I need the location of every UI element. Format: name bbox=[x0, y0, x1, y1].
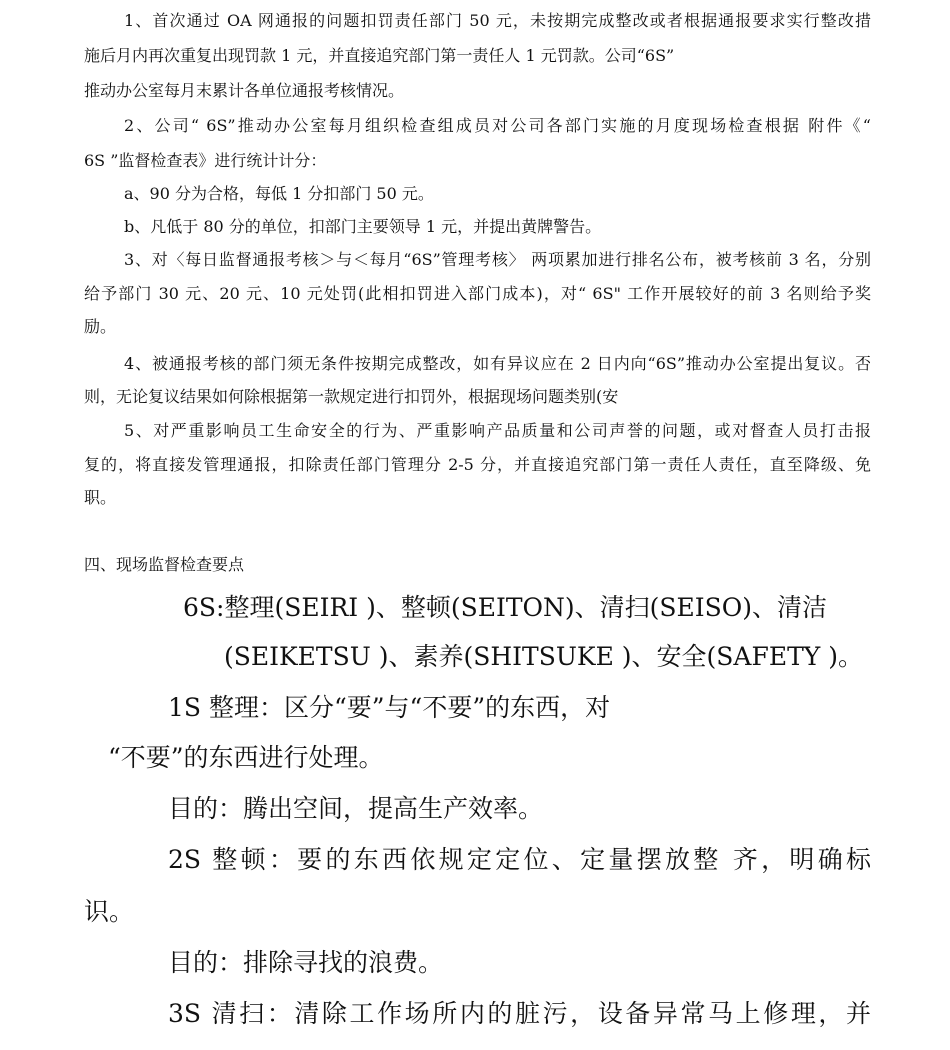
rule-2-item-b: b、凡低于 80 分的单位，扣部门主要领导 1 元，并提出黄牌警告。 bbox=[124, 217, 602, 236]
six-s-definition-line-2: (SEIKETSU )、素养(SHITSUKE )、安全(SAFETY )。 bbox=[224, 642, 863, 671]
rule-3-line-2: 给予部门 30 元、20 元、10 元处罚(此相扣罚进入部门成本)，对“ 6S" 工作开展较好的前 3 名则给予奖 bbox=[84, 284, 871, 303]
rule-4-line-1: 4、被通报考核的部门须无条件按期完成整改，如有异议应在 2 日内向“6S”推动办公室提出复议。否 bbox=[124, 354, 871, 373]
rule-3-line-1: 3、对〈每日监督通报考核＞与＜每月“6S”管理考核〉 两项累加进行排名公布，被考核前 3 名，分别 bbox=[124, 250, 871, 269]
s2-definition-line-1: 2S 整顿：要的东西依规定定位、定量摆放整 齐，明确标 bbox=[168, 845, 871, 874]
s2-purpose: 目的：排除寻找的浪费。 bbox=[168, 948, 444, 977]
s2-definition-line-2: 识。 bbox=[84, 897, 135, 926]
rule-1-line-1: 1、首次通过 OA 网通报的问题扣罚责任部门 50 元，未按期完成整改或者根据通报要求实行整改措 bbox=[124, 11, 871, 30]
rule-1-line-2: 施后月内再次重复出现罚款 1 元，并直接追究部门第一责任人 1 元罚款。公司“6S” bbox=[84, 46, 675, 65]
s3-definition-line-1: 3S 清扫：清除工作场所内的脏污，设备异常马上修理，并 bbox=[168, 999, 871, 1028]
rule-3-line-3: 励。 bbox=[84, 317, 117, 336]
rule-5-line-1: 5、对严重影响员工生命安全的行为、严重影响产品质量和公司声誉的问题，或对督查人员打击报 bbox=[124, 421, 871, 440]
rule-2-line-1: 2、公司“ 6S”推动办公室每月组织检查组成员对公司各部门实施的月度现场检查根据 附件《“ bbox=[124, 116, 871, 135]
s1-definition-line-2: “不要”的东西进行处理。 bbox=[108, 743, 384, 772]
rule-5-line-3: 职。 bbox=[84, 488, 117, 507]
s1-purpose: 目的：腾出空间，提高生产效率。 bbox=[168, 794, 544, 823]
section-4-heading: 四、现场监督检查要点 bbox=[84, 555, 245, 574]
rule-2-item-a: a、90 分为合格，每低 1 分扣部门 50 元。 bbox=[124, 184, 434, 203]
rule-2-line-2: 6S ”监督检查表》进行统计计分： bbox=[84, 151, 327, 170]
six-s-definition-line-1: 6S:整理(SEIRI )、整顿(SEITON)、清扫(SEISO)、清洁 bbox=[183, 593, 828, 622]
rule-5-line-2: 复的，将直接发管理通报，扣除责任部门管理分 2-5 分，并直接追究部门第一责任人责任，直至降级、免 bbox=[84, 455, 871, 474]
rule-4-line-2: 则，无论复议结果如何除根据第一款规定进行扣罚外，根据现场问题类别(安 bbox=[84, 387, 619, 406]
s1-definition-line-1: 1S 整理：区分“要”与“不要”的东西，对 bbox=[168, 693, 611, 722]
rule-1-line-3: 推动办公室每月末累计各单位通报考核情况。 bbox=[84, 81, 405, 100]
